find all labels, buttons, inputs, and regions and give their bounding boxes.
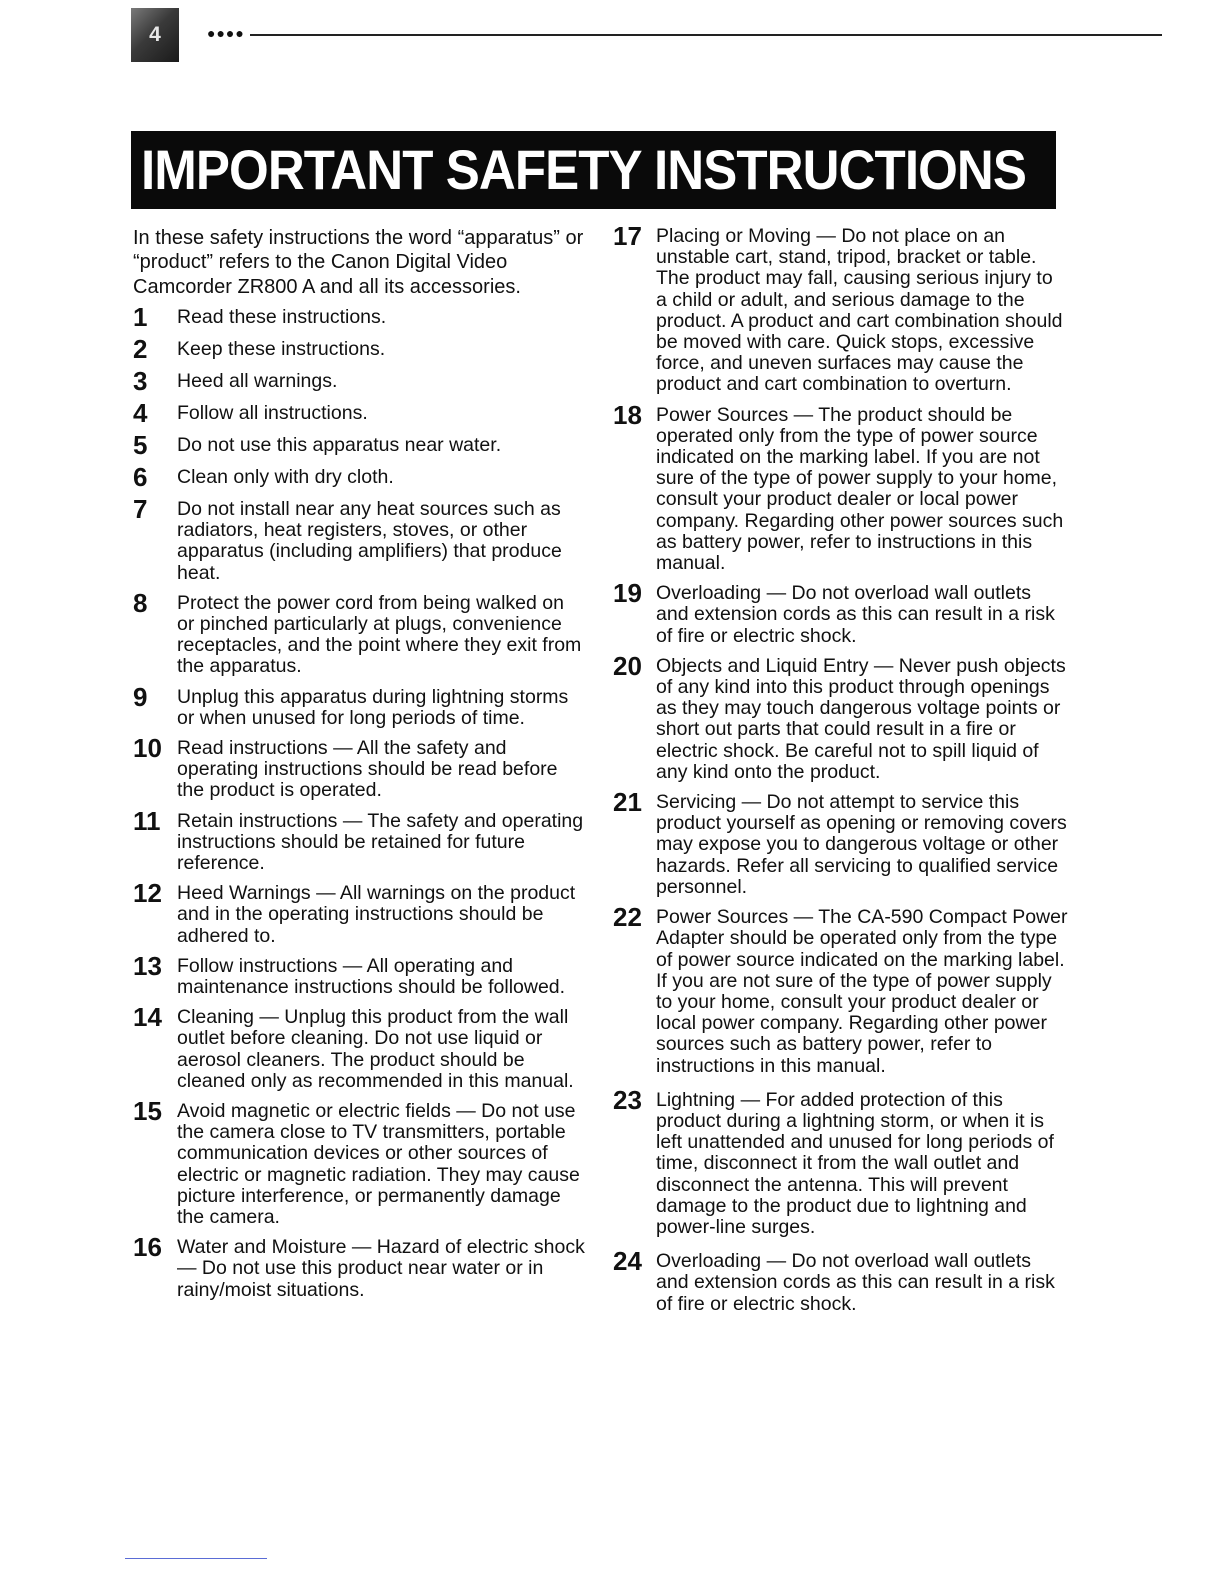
instruction-item	[133, 732, 585, 802]
instruction-number: 8	[133, 587, 148, 618]
instruction-text: Power Sources — The CA-590 Compact Power Adapter should be operated only from the type of power source indicated on the marking label. If you are not sure of the type of power supply to your home, consult your product dealer or local power company. Regarding other power sources such as battery power, refer to instructions in this manual.	[656, 906, 1068, 1077]
instruction-number: 20	[613, 650, 642, 681]
instruction-item	[133, 1232, 585, 1301]
instruction-item	[133, 878, 585, 947]
instruction-number: 23	[613, 1084, 642, 1115]
instruction-item	[133, 301, 585, 332]
instruction-text: Heed Warnings — All warnings on the product and in the operating instructions should be adhered to.	[177, 882, 576, 947]
instruction-text: Lightning — For added protection of this product during a lightning storm, or when it is left unattended and unused for long periods of time, disconnect it from the wall outlet and disconnect the antenna. This will prevent damage to the product due to lightning and power-line surges.	[656, 1088, 1054, 1238]
instruction-text: Keep these instructions.	[177, 337, 386, 360]
footer-rule	[125, 1558, 267, 1559]
instruction-item	[613, 902, 1068, 1077]
instruction-number: 13	[133, 950, 162, 981]
instruction-item	[613, 221, 1068, 396]
instruction-text: Protect the power cord from being walked on or pinched particularly at plugs, convenience receptacles, and the point where they exit from the apparatus.	[177, 591, 582, 678]
instruction-item	[613, 1084, 1068, 1238]
instruction-number: 2	[133, 333, 148, 364]
instruction-item	[613, 650, 1068, 783]
instruction-item	[133, 397, 585, 428]
instruction-text: Clean only with dry cloth.	[177, 465, 394, 488]
instruction-number: 11	[133, 805, 161, 836]
instruction-text: Cleaning — Unplug this product from the wall outlet before cleaning. Do not use liquid or aerosol cleaners. The product should be cleaned only as recommended in this manual.	[177, 1006, 574, 1092]
header-dots: ●●●●	[207, 25, 245, 41]
instruction-item	[133, 429, 585, 460]
instruction-number: 21	[613, 787, 642, 818]
instruction-text: Power Sources — The product should be operated only from the type of power source indicated on the marking label. If you are not sure of the type of power supply to your home, consult your product dealer or local power company. Regarding other power sources such as battery power, refer to instructions in this manual.	[656, 403, 1064, 575]
header-rule	[250, 34, 1162, 36]
instruction-text: Do not install near any heat sources such as radiators, heat registers, stoves, or other apparatus (including amplifiers) that produce heat.	[177, 497, 562, 584]
instruction-number: 19	[613, 578, 642, 609]
instruction-item	[133, 1002, 585, 1092]
instruction-text: Servicing — Do not attempt to service this product yourself as opening or removing covers may expose you to dangerous voltage or other hazards. Refer all servicing to qualified service personnel.	[656, 791, 1067, 898]
instruction-text: Avoid magnetic or electric fields — Do not use the camera close to TV transmitters, portable communication devices or other sources of electric or magnetic radiation. They may cause picture interference, or permanently damage the camera.	[177, 1099, 580, 1228]
instruction-number: 22	[613, 902, 642, 933]
instruction-number: 9	[133, 681, 148, 712]
instruction-number: 10	[133, 732, 162, 763]
instruction-item	[613, 578, 1068, 647]
instruction-item	[613, 787, 1068, 898]
instruction-text: Do not use this apparatus near water.	[177, 433, 502, 456]
instruction-text: Read these instructions.	[177, 305, 387, 328]
instruction-text: Unplug this apparatus during lightning storms or when unused for long periods of time.	[177, 685, 569, 729]
instruction-text: Water and Moisture — Hazard of electric shock — Do not use this product near water or in rainy/moist situations.	[177, 1236, 585, 1301]
page-title: IMPORTANT SAFETY INSTRUCTIONS	[131, 131, 1056, 209]
instruction-text: Overloading — Do not overload wall outlets and extension cords as this can result in a risk of fire or electric shock.	[656, 1250, 1055, 1315]
instruction-number: 15	[133, 1095, 162, 1126]
instruction-item	[133, 950, 585, 998]
instruction-item	[613, 1246, 1068, 1315]
instruction-number: 12	[133, 878, 162, 909]
right-column	[613, 221, 1068, 1315]
instruction-item	[133, 805, 585, 875]
instruction-item	[133, 333, 585, 364]
instruction-text: Placing or Moving — Do not place on an unstable cart, stand, tripod, bracket or table. The product may fall, causing serious injury to a child or adult, and serious damage to the product. A product and cart combination should be moved with care. Quick stops, excessive force, and uneven surfaces may cause the product and cart combination to overturn.	[656, 225, 1063, 396]
instruction-text: Heed all warnings.	[177, 369, 338, 392]
instruction-number: 17	[613, 221, 642, 251]
instruction-number: 24	[613, 1246, 642, 1277]
instruction-text: Read instructions — All the safety and operating instructions should be read before the product is operated.	[177, 736, 558, 802]
instruction-item	[133, 461, 585, 492]
page-number-badge: 4	[131, 8, 179, 62]
instruction-number: 4	[133, 397, 148, 428]
instruction-number: 7	[133, 493, 148, 524]
instruction-item	[613, 399, 1068, 575]
instruction-text: Overloading — Do not overload wall outlets and extension cords as this can result in a risk of fire or electric shock.	[656, 582, 1055, 647]
instruction-item	[133, 365, 585, 396]
instruction-item	[133, 493, 585, 584]
right-instruction-list	[613, 221, 1068, 1315]
instruction-number: 16	[133, 1232, 162, 1263]
instruction-item	[133, 587, 585, 678]
instruction-text: Retain instructions — The safety and operating instructions should be retained for future reference.	[177, 809, 584, 874]
instruction-number: 14	[133, 1002, 162, 1033]
instruction-number: 1	[133, 301, 148, 332]
instruction-item	[133, 681, 585, 729]
instruction-number: 5	[133, 429, 148, 460]
left-instruction-list	[133, 301, 585, 1301]
instruction-text: Objects and Liquid Entry — Never push objects of any kind into this product through openings as they may touch dangerous voltage points or short out parts that could result in a fire or electric shock. Be careful not to spill liquid of any kind onto the product.	[656, 654, 1066, 783]
instruction-number: 18	[613, 399, 642, 430]
instruction-number: 3	[133, 365, 148, 396]
instruction-item	[133, 1095, 585, 1228]
intro-paragraph: In these safety instructions the word “apparatus” or “product” refers to the Canon Digital Video Camcorder ZR800 A and all its accessories.	[133, 227, 584, 298]
instruction-text: Follow instructions — All operating and maintenance instructions should be followed.	[177, 954, 566, 998]
instruction-number: 6	[133, 461, 148, 492]
instruction-text: Follow all instructions.	[177, 401, 368, 424]
left-column	[133, 226, 585, 1301]
